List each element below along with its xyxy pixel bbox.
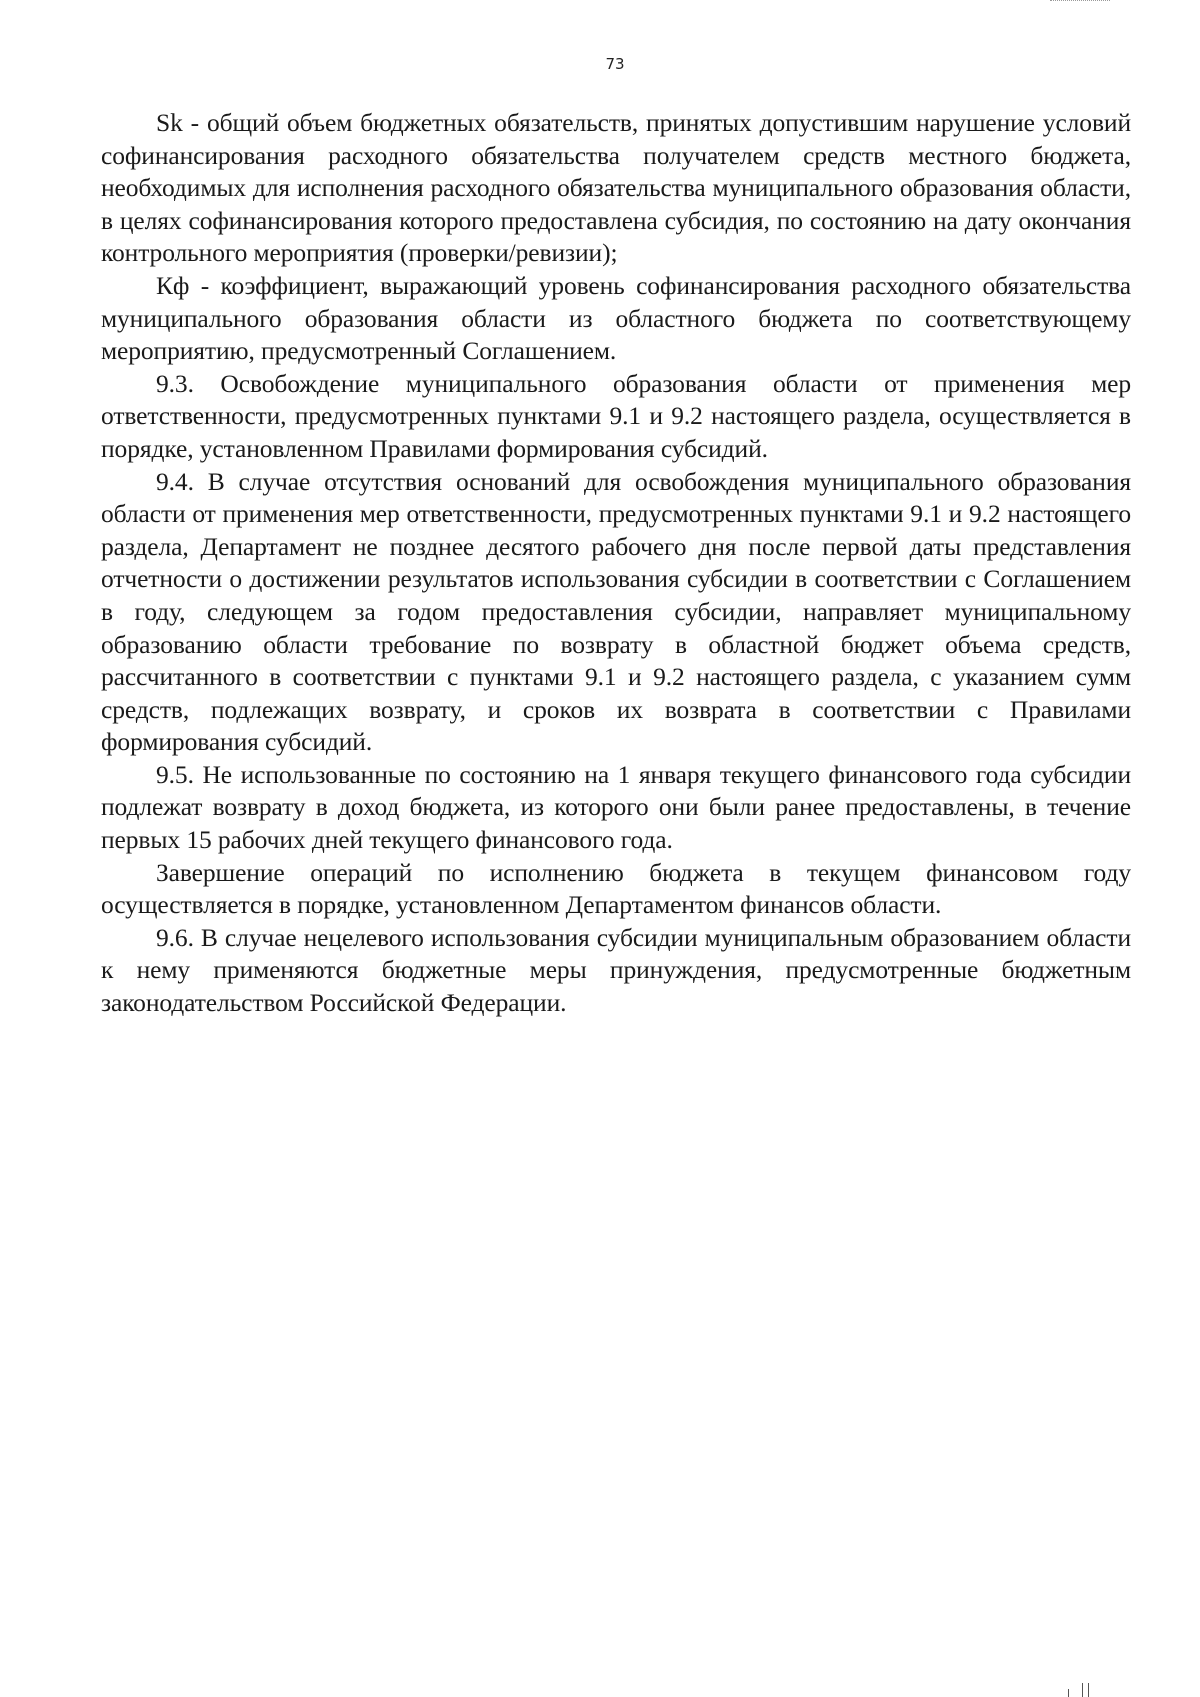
scan-artifact-top (1050, 0, 1110, 4)
paragraph-kf-definition: Кф - коэффициент, выражающий уровень софинансирования расходного обязательства муниципального образования области из областного бюджета по соответствующему мероприятию, предусмотренный Соглашением. (101, 270, 1131, 366)
page-number: 73 (605, 55, 625, 73)
paragraph-9-3: 9.3. Освобождение муниципального образования области от применения мер ответственности, предусмотренных пунктами 9.1 и 9.2 настоящего раздела, осуществляется в порядке, установленном Правилами формирования субсидий. (101, 368, 1131, 463)
paragraph-sk-definition: Sk - общий объем бюджетных обязательств, принятых допустившим нарушение условий софинансирования расходного обязательства получателем средств местного бюджета, необходимых для исполнения расходного обязательства муниципального образования области, в целях софинансирования которого предоставлена субсидия, по состоянию на дату окончания контрольного мероприятия (проверки/ревизии); (101, 108, 1131, 268)
paragraph-9-4: 9.4. В случае отсутствия оснований для освобождения муниципального образования области от применения мер ответственности, предусмотренных пунктами 9.1 и 9.2 настоящего раздела, Департамент не позднее десятого рабочего дня после первой даты представления отчетности о достижении результатов использования субсидии в соответствии с Соглашением в году, следующем за годом предоставления субсидии, направляет муниципальному образованию области требование по возврату в областной бюджет объема средств, рассчитанного в соответствии с пунктами 9.1 и 9.2 настоящего раздела, с указанием сумм средств, подлежащих возврату, и сроков их возврата в соответствии с Правилами формирования субсидий. (101, 466, 1131, 757)
paragraph-budget-completion: Завершение операций по исполнению бюджета в текущем финансовом году осуществляется в порядке, установленном Департаментом финансов области. (101, 857, 1131, 920)
paragraph-9-5: 9.5. Не использованные по состоянию на 1 января текущего финансового года субсидии подлежат возврату в доход бюджета, из которого они были ранее предоставлены, в течение первых 15 рабочих дней текущего финансового года. (101, 759, 1131, 855)
document-body (101, 107, 1131, 1020)
scan-artifact-bottom (1068, 1683, 1098, 1697)
paragraph-9-6: 9.6. В случае нецелевого использования субсидии муниципальным образованием области к нему применяются бюджетные меры принуждения, предусмотренные бюджетным законодательством Российской Федерации. (101, 922, 1131, 1018)
